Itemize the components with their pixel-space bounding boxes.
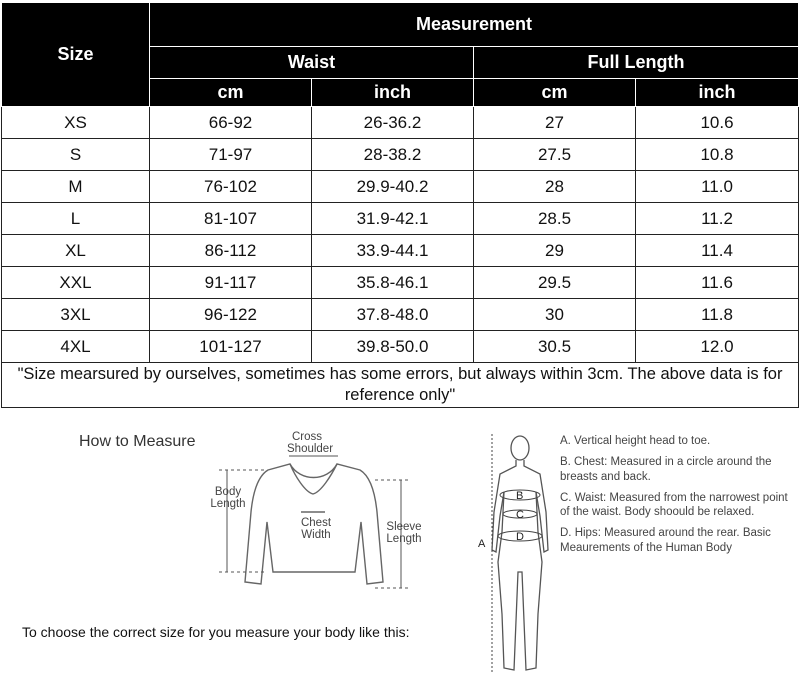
note-item: B. Chest: Measured in a circle around the breasts and back. [560, 456, 772, 483]
size-cell: 4XL [2, 331, 150, 363]
table-row [2, 299, 799, 331]
size-cell: S [2, 139, 150, 171]
unit-header: cm [474, 79, 636, 107]
table-cell: 31.9-42.1 [312, 203, 474, 235]
table-cell: 29.9-40.2 [312, 171, 474, 203]
chest-width-label: Chest Width [300, 517, 332, 541]
size-cell: L [2, 203, 150, 235]
note-item: A. Vertical height head to toe. [560, 435, 711, 447]
table-cell: 96-122 [150, 299, 312, 331]
table-cell: 11.6 [636, 267, 799, 299]
unit-header: inch [312, 79, 474, 107]
choose-size-instruction: To choose the correct size for you measure your body like this: [22, 624, 410, 640]
sleeve-length-label: Sleeve Length [386, 521, 422, 545]
body-letter-b: B [516, 490, 524, 502]
unit-header: cm [150, 79, 312, 107]
table-cell: 29 [474, 235, 636, 267]
size-cell: 3XL [2, 299, 150, 331]
table-cell: 28.5 [474, 203, 636, 235]
table-cell: 11.0 [636, 171, 799, 203]
size-cell: XS [2, 107, 150, 139]
table-cell: 11.2 [636, 203, 799, 235]
table-cell: 71-97 [150, 139, 312, 171]
disclaimer-note: "Size mearsured by ourselves, sometimes has some errors, but always within 3cm. The above data is for reference only" [2, 363, 799, 408]
body-letter-a: A [478, 538, 486, 550]
table-row [2, 171, 799, 203]
size-cell: M [2, 171, 150, 203]
table-cell: 28-38.2 [312, 139, 474, 171]
unit-header: inch [636, 79, 799, 107]
note-item: D. Hips: Measured around the rear. Basic Meaurements of the Human Body [560, 527, 771, 554]
body-length-label: Body Length [210, 486, 246, 510]
table-row [2, 267, 799, 299]
size-cell: XXL [2, 267, 150, 299]
table-cell: 30 [474, 299, 636, 331]
table-cell: 91-117 [150, 267, 312, 299]
table-row [2, 203, 799, 235]
body-figure-diagram [478, 432, 568, 682]
full-length-header: Full Length [474, 47, 799, 79]
table-row [2, 107, 799, 139]
table-cell: 37.8-48.0 [312, 299, 474, 331]
cross-shoulder-label: Cross Shoulder [287, 431, 334, 455]
table-cell: 10.6 [636, 107, 799, 139]
size-header: Size [2, 3, 150, 107]
table-row [2, 331, 799, 363]
waist-header: Waist [150, 47, 474, 79]
table-cell: 28 [474, 171, 636, 203]
table-cell: 66-92 [150, 107, 312, 139]
table-cell: 26-36.2 [312, 107, 474, 139]
table-cell: 12.0 [636, 331, 799, 363]
table-cell: 39.8-50.0 [312, 331, 474, 363]
table-cell: 27.5 [474, 139, 636, 171]
note-item: C. Waist: Measured from the narrowest point of the waist. Body shoould be relaxed. [560, 491, 788, 519]
table-cell: 10.8 [636, 139, 799, 171]
table-cell: 81-107 [150, 203, 312, 235]
measurement-notes [560, 434, 795, 562]
table-cell: 27 [474, 107, 636, 139]
size-cell: XL [2, 235, 150, 267]
measurement-header: Measurement [150, 3, 799, 47]
size-chart-table [1, 2, 799, 408]
table-cell: 86-112 [150, 235, 312, 267]
table-cell: 33.9-44.1 [312, 235, 474, 267]
table-cell: 11.4 [636, 235, 799, 267]
table-row [2, 139, 799, 171]
table-row [2, 235, 799, 267]
how-to-measure-heading: How to Measure [79, 433, 196, 450]
table-cell: 29.5 [474, 267, 636, 299]
table-cell: 101-127 [150, 331, 312, 363]
table-cell: 11.8 [636, 299, 799, 331]
table-cell: 35.8-46.1 [312, 267, 474, 299]
body-letter-c: C [516, 509, 524, 521]
table-cell: 76-102 [150, 171, 312, 203]
body-letter-d: D [516, 531, 524, 543]
table-cell: 30.5 [474, 331, 636, 363]
